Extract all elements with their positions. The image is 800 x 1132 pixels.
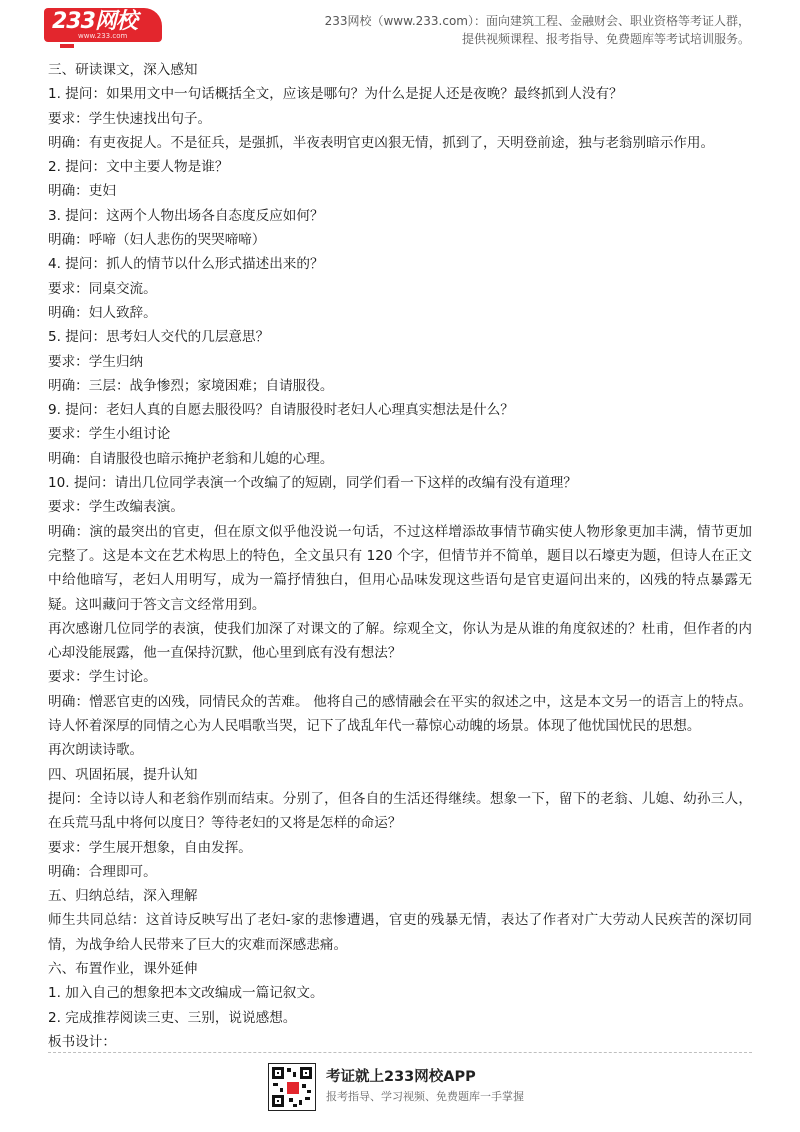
paragraph: 明确：妇人致辞。: [48, 304, 157, 321]
document-body: [48, 58, 752, 1054]
qr-module: [299, 1100, 302, 1105]
logo-url: www.233.com: [78, 32, 128, 40]
paragraph: 明确：呼啼（妇人悲伤的哭哭啼啼）: [48, 232, 266, 249]
paragraph: 要求：学生快速找出句子。: [48, 110, 212, 127]
header-info: [280, 12, 750, 48]
paragraph: 再次感谢几位同学的表演，使我们加深了对课文的了解。综观全文，你认为是从谁的角度叙述的？杜甫，但作者的内心却没能展露，他一直保持沉默，他心里到底有没有想法？: [48, 620, 752, 662]
qr-module: [302, 1084, 306, 1088]
qr-module: [289, 1098, 293, 1102]
paragraph: 要求：学生改编表演。: [48, 499, 184, 516]
paragraph: 5. 提问：思考妇人交代的几层意思？: [48, 329, 270, 346]
qr-module: [273, 1083, 278, 1086]
brand-logo: [44, 8, 162, 42]
paragraph: 明确：吏妇: [48, 183, 116, 200]
paragraph: 再次朗读诗歌。: [48, 742, 144, 759]
qr-module: [307, 1090, 311, 1093]
paragraph: 板书设计：: [48, 1033, 116, 1050]
qr-module: [280, 1088, 283, 1092]
paragraph: 明确：三层：战争惨烈；家境困难；自请服役。: [48, 377, 334, 394]
footer-subtitle: 报考指导、学习视频、免费题库一手掌握: [326, 1090, 524, 1103]
qr-finder: [272, 1095, 284, 1107]
section-heading: 五、归纳总结，深入理解: [48, 888, 198, 905]
paragraph: 要求：学生归纳: [48, 353, 144, 370]
footer-divider: [48, 1052, 752, 1053]
qr-finder: [272, 1067, 284, 1079]
paragraph: 明确：自请服役也暗示掩护老翁和儿媳的心理。: [48, 450, 334, 467]
paragraph: 2. 完成推荐阅读三吏、三别，说说感想。: [48, 1009, 297, 1026]
qr-module: [305, 1097, 310, 1100]
paragraph: 要求：学生展开想象，自由发挥。: [48, 839, 252, 856]
section-heading: 四、巩固拓展，提升认知: [48, 766, 198, 783]
qr-module: [293, 1104, 297, 1107]
qr-brand-mark: [286, 1081, 300, 1095]
page-header: [0, 0, 800, 56]
paragraph: 2. 提问：文中主要人物是谁？: [48, 159, 229, 176]
logo-accent-bar: [60, 44, 74, 48]
paragraph: 要求：学生讨论。: [48, 669, 157, 686]
qr-finder: [300, 1067, 312, 1079]
paragraph: 1. 加入自己的想象把本文改编成一篇记叙文。: [48, 985, 324, 1002]
paragraph: 4. 提问：抓人的情节以什么形式描述出来的？: [48, 256, 324, 273]
qr-code-icon: [268, 1063, 316, 1111]
footer-title: 考证就上233网校APP: [326, 1069, 476, 1085]
paragraph: 师生共同总结：这首诗反映写出了老妇-家的悲惨遭遇，官吏的残暴无情，表达了作者对广大劳动人民疾苦的深切同情，为战争给人民带来了巨大的灾难而深感悲痛。: [48, 912, 752, 953]
section-heading: 三、研读课文，深入感知: [48, 62, 198, 78]
logo-text: 233网校: [52, 9, 137, 34]
section-heading: 六、布置作业，课外延伸: [48, 960, 198, 977]
paragraph: 10. 提问：请出几位同学表演一个改编了的短剧，同学们看一下这样的改编有没有道理？: [48, 475, 577, 492]
qr-module: [293, 1072, 296, 1077]
header-info-line: 提供视频课程、报考指导、免费题库等考试培训服务。: [461, 32, 750, 46]
paragraph: 明确：有吏夜捉人。不是征兵，是强抓，半夜表明官吏凶狠无情，抓到了，天明登前途，独与老翁别暗示作用。: [48, 134, 715, 151]
paragraph: 提问：全诗以诗人和老翁作别而结束。分别了，但各自的生活还得继续。想象一下，留下的老翁、儿媳、幼孙三人，在兵荒马乱中将何以度日？等待老妇的又将是怎样的命运？: [48, 790, 752, 832]
paragraph: 9. 提问：老妇人真的自愿去服役吗？自请服役时老妇人心理真实想法是什么？: [48, 402, 514, 419]
header-info-line: 233网校（www.233.com）：面向建筑工程、金融财会、职业资格等考证人群，: [324, 14, 750, 28]
paragraph: 明确：演的最突出的官吏，但在原文似乎他没说一句话，不过这样增添故事情节确实使人物形象更加丰满，情节更加完整了。这是本文在艺术构思上的特色，全文虽只有 120 个字，但情节并不简单，题目以石壕吏为题，但诗人在正文中给他暗写，老妇人用明写，成为一篇抒情独白，但用心品味发现这些语句是官吏逼问出来的，凶残的特点暴露无疑。这叫藏问于答文言文经常用到。: [48, 523, 752, 613]
qr-module: [287, 1068, 291, 1072]
paragraph: 明确：憎恶官吏的凶残，同情民众的苦难。 他将自己的感情融会在平实的叙述之中，这是本文另一的语言上的特点。诗人怀着深厚的同情之心为人民唱歌当哭，记下了战乱年代一幕惊心动魄的场景。体现了他忧国忧民的思想。: [48, 693, 752, 735]
paragraph: 明确：合理即可。: [48, 863, 157, 880]
paragraph: 1. 提问：如果用文中一句话概括全文，应该是哪句？为什么是捉人还是夜晚？最终抓到人没有？: [48, 86, 623, 103]
paragraph: 3. 提问：这两个人物出场各自态度反应如何？: [48, 207, 324, 224]
paragraph: 要求：学生小组讨论: [48, 426, 171, 443]
paragraph: 要求：同桌交流。: [48, 280, 157, 297]
